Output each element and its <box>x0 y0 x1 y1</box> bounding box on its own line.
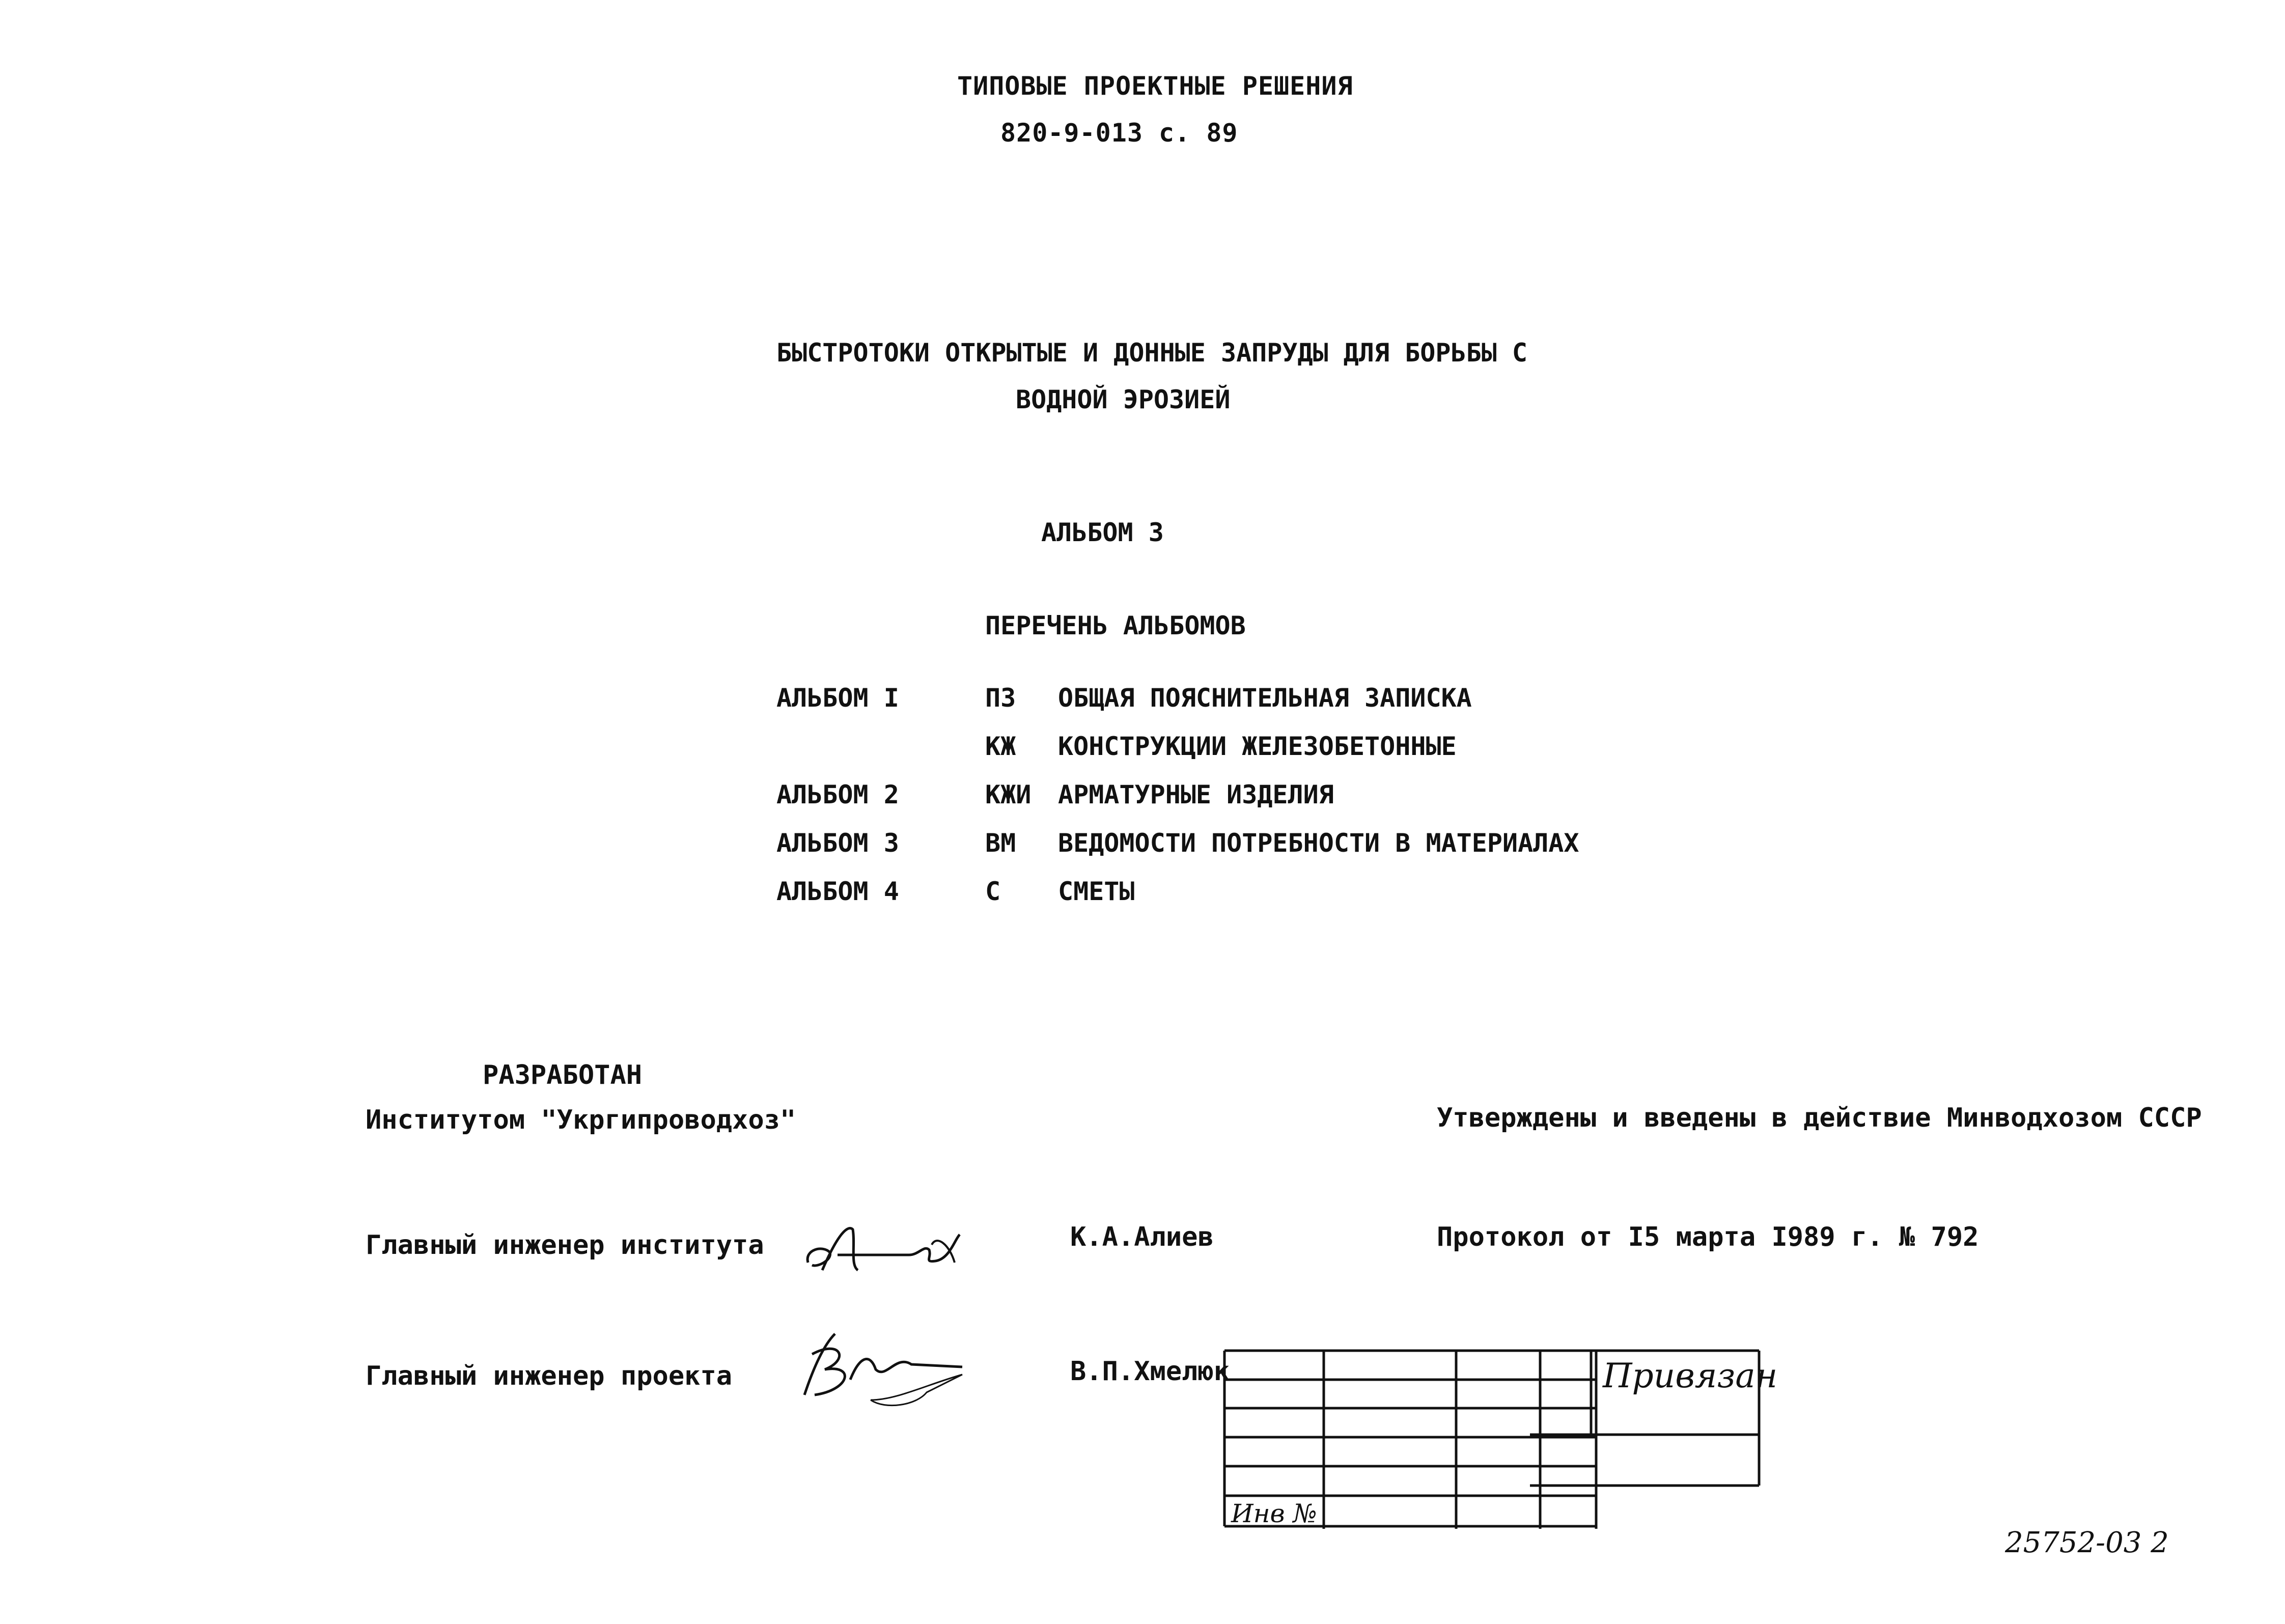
albums-row-code: С <box>985 877 1001 906</box>
document-title-line2: ВОДНОЙ ЭРОЗИЕЙ <box>1016 385 1231 414</box>
signature-khmeliuk <box>794 1324 978 1415</box>
album-number: АЛЬБОМ 3 <box>1041 518 1164 547</box>
albums-row-album: АЛЬБОМ 3 <box>776 828 899 858</box>
chief-engineer-institute-name: К.А.Алиев <box>1070 1222 1214 1252</box>
series-title: ТИПОВЫЕ ПРОЕКТНЫЕ РЕШЕНИЯ <box>957 71 1353 101</box>
footer-code: 25752-03 2 <box>2005 1526 2169 1559</box>
document-code: 820-9-013 с. 89 <box>1000 118 1238 148</box>
signature-aliev <box>802 1214 985 1291</box>
albums-row-name: СМЕТЫ <box>1058 877 1135 906</box>
chief-engineer-project-role: Главный инженер проекта <box>366 1361 733 1391</box>
albums-row-name: КОНСТРУКЦИИ ЖЕЛЕЗОБЕТОННЫЕ <box>1058 732 1457 761</box>
chief-engineer-project-name: В.П.Хмелюк <box>1070 1356 1230 1387</box>
developer-institute: Институтом "Укргипроводхоз" <box>366 1105 796 1135</box>
developer-label: РАЗРАБОТАН <box>483 1060 643 1090</box>
approval-protocol: Протокол от I5 марта I989 г. № 792 <box>1437 1222 1979 1252</box>
document-title-line1: БЫСТРОТОКИ ОТКРЫТЫЕ И ДОННЫЕ ЗАПРУДЫ ДЛЯ БОРЬБЫ С <box>776 338 1528 368</box>
stamp-inv-label: Инв № <box>1231 1499 1317 1528</box>
stamp-bound-label: Привязан <box>1603 1356 1778 1395</box>
albums-row-name: АРМАТУРНЫЕ ИЗДЕЛИЯ <box>1058 780 1334 809</box>
albums-row-code: КЖИ <box>985 780 1032 809</box>
albums-row-code: ВМ <box>985 828 1016 858</box>
albums-row-code: КЖ <box>985 732 1016 761</box>
albums-row-code: ПЗ <box>985 683 1016 713</box>
albums-row-album: АЛЬБОМ 2 <box>776 780 899 809</box>
chief-engineer-institute-role: Главный инженер института <box>366 1230 764 1261</box>
albums-list-heading: ПЕРЕЧЕНЬ АЛЬБОМОВ <box>985 611 1246 640</box>
albums-row-name: ВЕДОМОСТИ ПОТРЕБНОСТИ В МАТЕРИАЛАХ <box>1058 828 1579 858</box>
approval-text: Утверждены и введены в действие Минводхозом СССР <box>1437 1103 2202 1133</box>
albums-row-album: АЛЬБОМ I <box>776 683 899 713</box>
albums-row-name: ОБЩАЯ ПОЯСНИТЕЛЬНАЯ ЗАПИСКА <box>1058 683 1472 713</box>
albums-row-album: АЛЬБОМ 4 <box>776 877 899 906</box>
